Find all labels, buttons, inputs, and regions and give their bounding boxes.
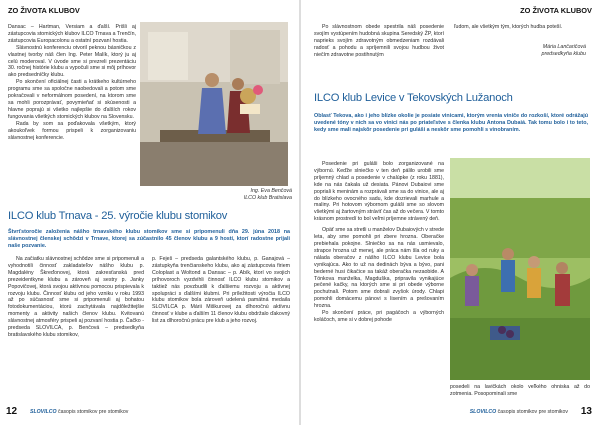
- levice-paragraph: Po skončení práce, pri pagáčoch a výborných koláčoch, sme si v dobrej pohode: [314, 310, 444, 323]
- signature-role: predsedkyňa klubu: [541, 50, 586, 57]
- magazine-footer-left: [30, 409, 128, 415]
- intro-paragraph: Rada by som sa poďakovala všetkým, ktorý akoukoľvek formou prispeli k zorganizovaniu slávnostnej konferencie.: [8, 120, 136, 141]
- conference-photo: [140, 22, 288, 186]
- section-header-left: ZO ŽIVOTA KLUBOV: [8, 6, 80, 15]
- magazine-brand: SLOVILCO: [469, 409, 497, 415]
- article-headline-levice: ILCO klub Levice v Tekovských Lužanoch: [314, 92, 513, 104]
- article-headline-trnava: ILCO klub Trnava - 25. výročie klubu stomikov: [8, 210, 228, 222]
- article-lead-trnava: Štvrťstoročie založenia nášho trnavského klubu stomikov sme si pripomenuli dňa 29. júna 2018 na slávnostnej členskej schôdzi v Trnave, ktorej sa zúčastnilo 45 členov klubu a 9 hostí, ktorí radostne prijali naše pozvanie.: [8, 229, 290, 249]
- article-column-1: Na začiatku slávnostnej schôdze sme si pripomenuli a vyhodnotili činnosť zakladateľov nášho klubu p. Magdalény Škreďonovej, ktorá zakresťanská pred prezeidentkyne klubu a zároveň aj sestry p. Janky Popovičovej, ktorá svojou aktívnou pomocou prispievala k rozvoju klubu. Činnosť klubu od jeho vzniku v roku 1993 až po súčasnosť sme si pripomenuli aj bohatou fotodokumentáciou, ktorú zachytávala najdôležitejšie momenty a aktivity našich členov klubu. Kvitovanú slávnostnej atmosféry prispeli aj pozvaní hostia p. Čačko - predseda SLOVILCA, p. Benčová – predsedkyňa bratislavského klubu stomikov,: [8, 256, 144, 338]
- right-top-column-1: Po slávnostnom obede spestrila náš posedenie svojím vystúpením hudobná skupina Seredský ŽP, ktorí naprieks svojím zdravotným obmedzeniam rozdávali radosť a pohodu a spríjemnili svojou hudbou život niečím zdravotne postihnutým: [314, 24, 444, 58]
- levice-paragraph: Posedenie pri guláši bolo zorganizované na výbornú. Keďže slniečko v ten deň pálilo urobili sme príjemný chlad a posedenie v chalúpke (z roku 1881), kde na nás čakala už desiata. Pánovi Dubaiovi sme popriali k meninám a rozprávali sme sa do vinice, ale aj do blízkeho ovocného sadu, kde dozrievali marhule a maliny. Pri hotovom výbornom guláši sme so slovom všetkými aj žartovným stráviť čas až do večera. V tomto krásnom prostredí to bol veľmi príjemne strávený deň.: [314, 161, 444, 223]
- page-number-left: 12: [6, 406, 18, 417]
- right-column-2-text: posedeli na lavičkách okolo veľkého ohniska až do zotmenia. Posopominali sme: [450, 384, 590, 397]
- vineyard-photo: [450, 158, 590, 380]
- photo-caption: [226, 188, 292, 201]
- intro-paragraph: Slávnostnú konferenciu otvoril peknou básničkou z vlastnej tvorby náš člen Ing. Peter Malík, ktorý ju aj celú moderoval. V úvode sme si prezreli prezentáciu 30. ročnej histórie klubu a vypočuli sme si môj príhovor ako predsedníčky klubu.: [8, 44, 136, 79]
- right-page: [300, 0, 600, 425]
- magazine-tagline: časopis stomikov pre stomikov: [57, 409, 129, 415]
- article-column-2: p. Feješ – predseda galantského klubu, p. Ganajová – zástupkyňa trenčianskeho klubu, ako aj zástupcovia firiem Coloplast a Woltond a Dansac – p. Abík, ktorí vo svojich príhovoroch vyzdvihli činnosť ILCO klubu stomikov a taktiež nás povzbudili k ďalšiemu rozvoju a aktívnej spolupráci s ďalšími klubmi. Pri príležitosti výročia ILCO klubu stomikov bola zároveň udelená pamätná medaila SLOVILCA p. Márii Miškurovej za dlhoročnú aktívnu činnosť v klube a ďalším 11 členov klubu obdržalo ďakovný list za dlhoročnú prácu pre klub a jeho rozvoj.: [152, 256, 290, 325]
- magazine-footer-right: [470, 409, 568, 415]
- article-column-1-right: [314, 161, 444, 405]
- signature: [454, 44, 586, 58]
- page-number-right: 13: [580, 406, 592, 417]
- intro-paragraph: Dansac – Hartman, Versiam a ďalší. Prišli aj zástupcovia stomických klubov ILCO Trnava a Trenčín, zástupcovia Europacolonu a ostatní pozvaní hostia.: [8, 24, 136, 44]
- caption-author: Ing. Eva Benčová: [250, 188, 292, 194]
- right-top-column-2: ľudom, ale všetkým tým, ktorých hudba poteší.: [454, 24, 563, 30]
- section-header-right: ZO ŽIVOTA KLUBOV: [520, 6, 592, 15]
- magazine-brand: SLOVILCO: [30, 409, 57, 415]
- intro-text: [8, 24, 136, 200]
- signature-name: Mária Lančaričová: [542, 44, 586, 50]
- article-lead-levice: Oblasť Tekova, ako i jeho blízke okolie je posiate vinicami, ktorým vrenia viniče do rozkoší, ktoré odrážajú uvedené tóny v nich sa vo vinici nás po priateľstve s členka klubu Antona Dubaiá. Tak tomu bolo i to teto, kedy sme mali najskôr posedenie pri guláši a neskôr sme pomohli s vinobraním.: [314, 113, 588, 133]
- magazine-tagline: časopis stomikov pre stomikov: [497, 409, 568, 415]
- levice-paragraph: Opäť sme sa stretli u manželov Dubaiových v strede leta, aby sme pomohli pri zbere hrozna. Oberačke prebiehala pokojne. Slniečko sa na nás usmievalo, strapce hrozna už menej, ale práca nám šla od ruky a nálada oberačov z nášho ILCO klubu Levice bola vynikajúca. Ako to už na dedinách býva a bývo, pani bederné husi čikačice sa takáž oberačka nezaobide. A Tónkova manželka, Magduška, pripravila vynikajúce pečené kačky, na ktorých sme si pri obede výborne pochutnali. Potom sme dobrali zvyšok úrody. Chlapi pomohli domácemu pánovi s lisením a prešovaním hrozna.: [314, 227, 444, 310]
- caption-org: ILCO klub Bratislava: [243, 194, 292, 201]
- intro-paragraph: Po skončení oficiálnej časti a krátkeho kultúrneho programu sme sa spoločne naobedovali a potom sme pokračovali v neformálnom posedení, na ktorom sme sa mohli porozprávať, povymieňať si skúsenosti a hlavne poprajú si všetko najlepšie do ďalších rokov fungovania všetkých stomických klubov na Slovensku.: [8, 79, 136, 120]
